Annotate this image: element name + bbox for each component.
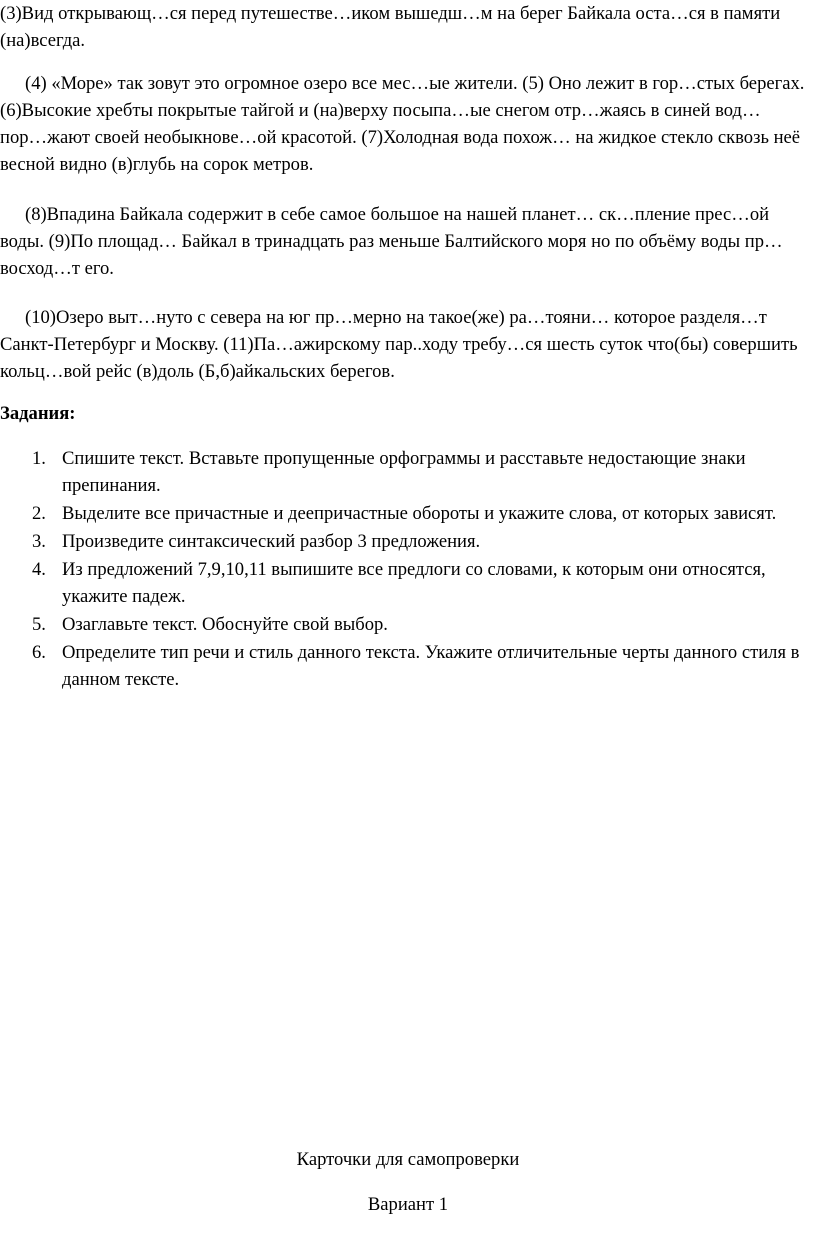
task-item [0, 611, 805, 638]
footer-variant: Вариант 1 [367, 1194, 449, 1215]
task-item [0, 445, 805, 499]
task-text: Из предложений 7,9,10,11 выпишите все предлоги со словами, к которым они относятся, укажите падеж. [62, 559, 766, 607]
task-text: Спишите текст. Вставьте пропущенные орфограммы и расставьте недостающие знаки препинания. [62, 448, 746, 496]
tasks-list [0, 445, 805, 694]
task-item [0, 639, 805, 693]
task-number: 4. [32, 559, 46, 580]
tasks-heading: Задания: [0, 403, 76, 424]
task-number: 5. [32, 614, 46, 635]
task-text: Определите тип речи и стиль данного текста. Укажите отличительные черты данного стиля в данном тексте. [62, 642, 800, 690]
footer-title: Карточки для самопроверки [296, 1149, 520, 1170]
task-text: Озаглавьте текст. Обоснуйте свой выбор. [62, 614, 388, 635]
paragraph-sentences-4-7: (4) «Море» так зовут это огромное озеро все мес…ые жители. (5) Оно лежит в гор…стых берегах. (6)Высокие хребты покрытые тайгой и (на)верху посыпа…ые снегом отр…жаясь в синей вод… пор…жают своей необыкнове…ой красотой. (7)Холодная вода похож… на жидкое стекло сквозь неё весной видно (в)глубь на сорок метров. [0, 73, 805, 175]
paragraph-sentences-10-11: (10)Озеро выт…нуто с севера на юг пр…мерно на такое(же) ра…тояни… которое разделя…т Санкт-Петербург и Москву. (11)Па…ажирскому пар..ходу требу…ся шесть суток что(бы) совершить кольц…вой рейс (в)доль (Б,б)айкальских берегов. [0, 307, 798, 382]
task-number: 3. [32, 531, 46, 552]
task-number: 2. [32, 503, 46, 524]
task-item [0, 528, 805, 555]
task-text: Произведите синтаксический разбор 3 предложения. [62, 531, 481, 552]
paragraph-sentence-3: (3)Вид открывающ…ся перед путешестве…иком вышедш…м на берег Байкала оста…ся в памяти (на)всегда. [0, 3, 781, 51]
paragraph-sentences-8-9: (8)Впадина Байкала содержит в себе самое большое на нашей планет… ск…пление прес…ой воды. (9)По площад… Байкал в тринадцать раз меньше Балтийского моря но по объёму воды пр…восход…т его. [0, 204, 783, 279]
task-item [0, 556, 805, 610]
task-item [0, 500, 805, 527]
task-number: 6. [32, 642, 46, 663]
task-number: 1. [32, 448, 46, 469]
task-text: Выделите все причастные и деепричастные обороты и укажите слова, от которых зависят. [62, 503, 777, 524]
